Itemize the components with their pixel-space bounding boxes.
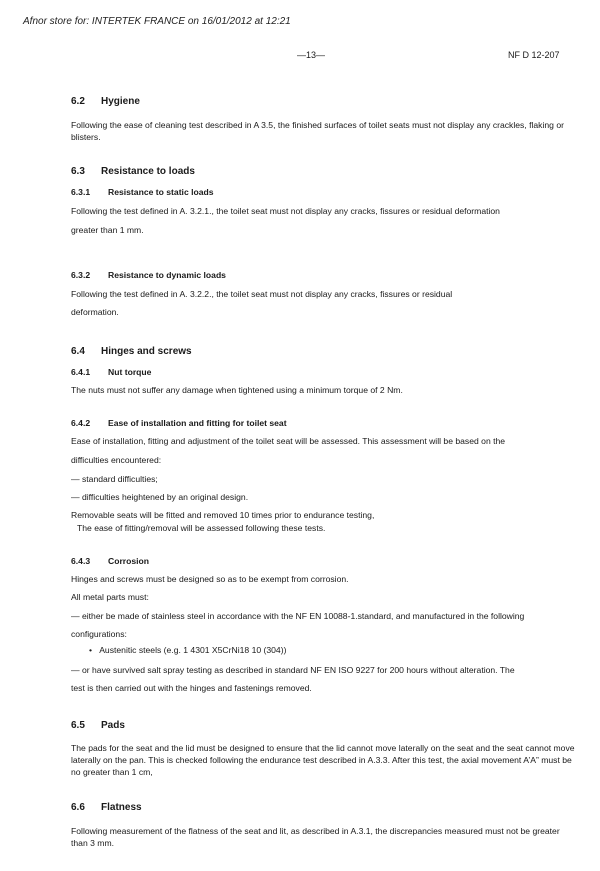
bullet-item	[89, 645, 286, 655]
bullet-dot-icon: •	[89, 645, 93, 655]
section-title: Flatness	[101, 802, 142, 813]
section-number: 6.4	[71, 346, 85, 357]
subsection-title: Corrosion	[108, 556, 150, 566]
paragraph-line: Hinges and screws must be designed so as to be exempt from corrosion.	[71, 574, 349, 584]
subsection-heading-6-3-1	[71, 187, 214, 197]
section-heading-6-4	[71, 346, 192, 357]
subsection-heading-6-3-2	[71, 270, 226, 280]
paragraph-line: configurations:	[71, 629, 127, 639]
pads-paragraph: The pads for the seat and the lid must be designed to ensure that the lid cannot move laterally on the seat and the seat cannot move laterally on the pan. This is checked following the endurance test described in A.3.3. After this test, the axial movement A’A” must be no greater than 1 cm,	[71, 743, 575, 777]
subsection-number: 6.3.2	[71, 270, 91, 280]
paragraph-line: All metal parts must:	[71, 592, 149, 602]
paragraph-line: The nuts must not suffer any damage when tightened using a minimum torque of 2 Nm.	[71, 385, 403, 395]
section-number: 6.5	[71, 720, 85, 731]
subsection-heading-6-4-2	[71, 418, 287, 428]
section-title: Hinges and screws	[101, 346, 192, 357]
paragraph-line: Removable seats will be fitted and removed 10 times prior to endurance testing,	[71, 510, 375, 520]
section-title: Resistance to loads	[101, 166, 195, 177]
subsection-number: 6.4.3	[71, 556, 91, 566]
subsection-title: Nut torque	[108, 367, 152, 377]
paragraph-line: — or have survived salt spray testing as described in standard NF EN ISO 9227 for 200 hours without alteration. The	[71, 665, 515, 675]
paragraph-line: difficulties encountered:	[71, 455, 162, 465]
bullet-text: Austenitic steels (e.g. 1 4301 X5CrNi18 10 (304))	[99, 645, 287, 655]
page-number: —13—	[297, 50, 326, 60]
download-stamp: Afnor store for: INTERTEK FRANCE on 16/01/2012 at 12:21	[23, 16, 291, 27]
section-heading-6-5	[71, 720, 125, 731]
section-number: 6.3	[71, 166, 85, 177]
section-title: Pads	[101, 720, 125, 731]
section-heading-6-2	[71, 96, 140, 107]
paragraph-line: — difficulties heightened by an original design.	[71, 492, 249, 502]
paragraph-line: Following the test defined in A. 3.2.2., the toilet seat must not display any cracks, fissures or residual	[71, 289, 453, 299]
subsection-heading-6-4-1	[71, 367, 151, 377]
subsection-number: 6.4.1	[71, 367, 91, 377]
paragraph-line: greater than 1 mm.	[71, 225, 144, 235]
paragraph-line: deformation.	[71, 307, 119, 317]
subsection-number: 6.4.2	[71, 418, 91, 428]
section-number: 6.6	[71, 802, 85, 813]
paragraph-line: Ease of installation, fitting and adjustment of the toilet seat will be assessed. This assessment will be based on the	[71, 436, 506, 446]
section-heading-6-6	[71, 802, 142, 813]
paragraph-line: — either be made of stainless steel in accordance with the NF EN 10088-1.standard, and manufactured in the following	[71, 611, 525, 621]
document-reference: NF D 12-207	[508, 50, 560, 60]
subsection-heading-6-4-3	[71, 556, 149, 566]
subsection-title: Ease of installation and fitting for toilet seat	[108, 418, 287, 428]
subsection-title: Resistance to dynamic loads	[108, 270, 226, 280]
subsection-title: Resistance to static loads	[108, 187, 214, 197]
paragraph-line: The ease of fitting/removal will be assessed following these tests.	[77, 523, 326, 533]
hygiene-paragraph: Following the ease of cleaning test described in A 3.5, the finished surfaces of toilet seats must not display any crackles, flaking or blisters.	[71, 120, 564, 142]
section-heading-6-3	[71, 166, 195, 177]
flatness-paragraph: Following measurement of the flatness of the seat and lit, as described in A.3.1, the discrepancies measured must not be greater than 3 mm.	[71, 826, 560, 848]
section-title: Hygiene	[101, 96, 140, 107]
paragraph-line: Following the test defined in A. 3.2.1., the toilet seat must not display any cracks, fissures or residual deformation	[71, 206, 500, 216]
section-number: 6.2	[71, 96, 85, 107]
paragraph-line: test is then carried out with the hinges and fastenings removed.	[71, 683, 312, 693]
paragraph-line: — standard difficulties;	[71, 474, 158, 484]
subsection-number: 6.3.1	[71, 187, 91, 197]
